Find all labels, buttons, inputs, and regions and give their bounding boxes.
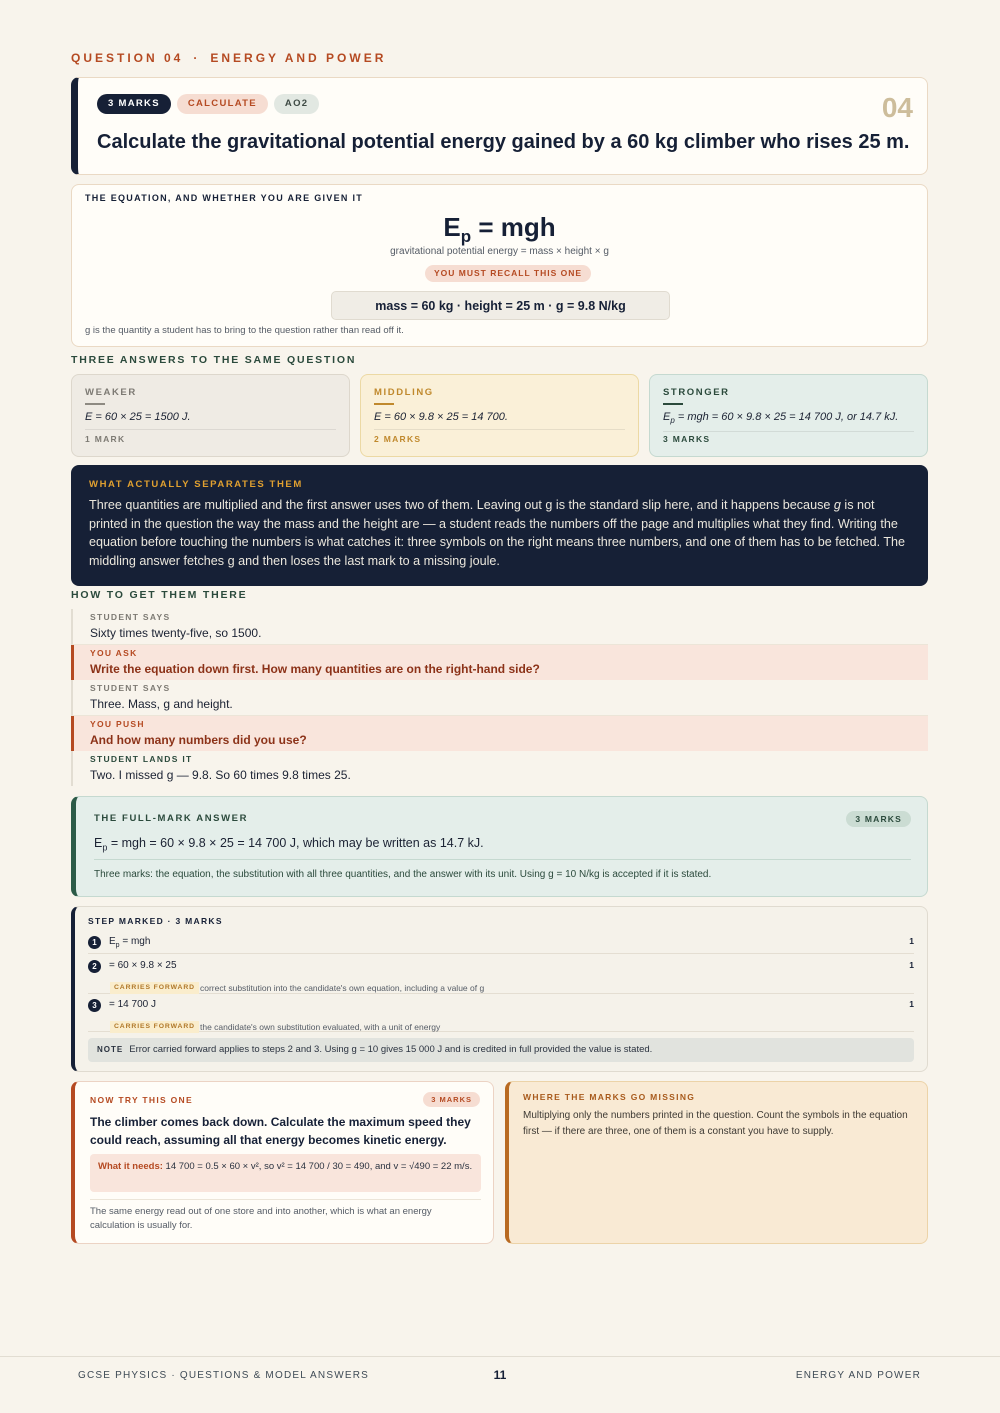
answers-section-label: THREE ANSWERS TO THE SAME QUESTION — [71, 354, 357, 366]
turn-label: STUDENT SAYS — [90, 612, 171, 622]
given-values: mass = 60 kg · height = 25 m · g = 9.8 N/kg — [331, 291, 670, 320]
question-text: Calculate the gravitational potential energy gained by a 60 kg climber who rises 25 m. — [97, 131, 910, 153]
try-this-label: NOW TRY THIS ONE — [90, 1095, 193, 1105]
equation-label: THE EQUATION, AND WHETHER YOU ARE GIVEN IT — [85, 193, 364, 203]
dialogue-turn-student — [71, 609, 928, 645]
step-text: = 60 × 9.8 × 25 — [109, 960, 177, 971]
needs-text: 14 700 = 0.5 × 60 × v², so v² = 14 700 / 30 = 490, and v = √490 = 22 m/s. — [162, 1161, 473, 1172]
weaker-marks: 1 MARK — [85, 434, 126, 444]
question-chips — [97, 94, 319, 114]
middling-marks: 2 MARKS — [374, 434, 422, 444]
dialogue — [71, 609, 928, 786]
step-mark: 1 — [909, 936, 914, 946]
step-symbol: E — [109, 936, 116, 947]
step-marked-note — [88, 1038, 914, 1062]
try-this-badge: 3 MARKS — [423, 1092, 480, 1107]
full-mark-label: THE FULL-MARK ANSWER — [94, 813, 249, 824]
separates-label: WHAT ACTUALLY SEPARATES THEM — [89, 479, 303, 490]
try-this-needs — [90, 1154, 481, 1192]
full-mark-answer — [94, 836, 484, 853]
dialogue-turn-student — [71, 680, 928, 716]
dialogue-turn-teacher — [71, 645, 928, 680]
turn-text: Sixty times twenty-five, so 1500. — [90, 626, 262, 640]
question-kicker — [71, 51, 386, 65]
stronger-text — [663, 411, 914, 432]
turn-text: Write the equation down first. How many quantities are on the right-hand side? — [90, 662, 540, 676]
full-mark-divider — [94, 859, 911, 860]
stronger-text-rest: = mgh = 60 × 9.8 × 25 = 14 700 J, or 14.7 kJ. — [674, 411, 899, 423]
footer-book-title: GCSE PHYSICS · QUESTIONS & MODEL ANSWERS — [78, 1370, 370, 1381]
marks-chip: 3 MARKS — [97, 94, 171, 114]
step-text — [109, 936, 150, 949]
try-this-divider — [90, 1199, 481, 1200]
full-mark-symbol: E — [94, 836, 103, 850]
stronger-rule — [663, 403, 683, 405]
stronger-answer-card — [649, 374, 928, 457]
turn-text: And how many numbers did you use? — [90, 733, 307, 747]
middling-rule — [374, 403, 394, 405]
dialogue-turn-teacher — [71, 716, 928, 751]
footer-section: ENERGY AND POWER — [795, 1370, 921, 1381]
step-marked-label: STEP MARKED · 3 MARKS — [88, 916, 223, 926]
full-mark-subscript: p — [102, 842, 108, 853]
question-number: 04 — [881, 92, 913, 123]
recall-badge: YOU MUST RECALL THIS ONE — [425, 265, 591, 282]
note-label: NOTE — [97, 1045, 124, 1054]
weaker-answer-card — [71, 374, 350, 457]
stronger-label: STRONGER — [663, 387, 730, 398]
separates-text-part-b: is not printed in the question the way the mass and the height are — a student reads the numbers off the page and multiplies what they find. Writing the equation before touching the numbers is what catches it: three symbols on the right means three numbers, and one of them has to be fetched. The middling answer fetches g and then loses the last mark to a missing joule. — [89, 498, 906, 569]
equation-note: g is the quantity a student has to bring to the question rather than read off it. — [85, 325, 404, 336]
step-rest: = mgh — [119, 936, 151, 947]
topic-label: ENERGY AND POWER — [210, 51, 387, 65]
equation-lhs: E — [443, 212, 461, 242]
separates-text-emphasis: g — [833, 498, 841, 512]
stronger-text-symbol: E — [663, 411, 671, 423]
page-footer — [0, 1356, 1000, 1413]
try-this-footnote: The same energy read out of one store and into another, which is what an energy calculation is usually for. — [90, 1206, 432, 1231]
middling-label: MIDDLING — [374, 387, 434, 398]
assessment-objective-chip: AO2 — [274, 94, 319, 114]
equation-formula — [72, 212, 927, 247]
step-text: = 14 700 J — [109, 999, 156, 1010]
turn-label: STUDENT LANDS IT — [90, 754, 193, 764]
try-this-card — [71, 1081, 494, 1244]
question-card — [71, 77, 928, 175]
equation-card — [71, 184, 928, 347]
separates-card — [71, 465, 928, 586]
step-subscript: p — [115, 942, 120, 949]
step-mark: 1 — [909, 960, 914, 970]
full-mark-badge: 3 MARKS — [846, 811, 911, 827]
try-this-question: The climber comes back down. Calculate the maximum speed they could reach, assuming all that energy becomes kinetic energy. — [90, 1115, 471, 1147]
kicker-separator: · — [193, 51, 201, 65]
step-number: 3 — [88, 999, 101, 1012]
weaker-rule — [85, 403, 105, 405]
turn-label: STUDENT SAYS — [90, 683, 171, 693]
dialogue-turn-student-lands — [71, 751, 928, 786]
turn-label: YOU ASK — [90, 648, 138, 658]
step-number: 1 — [88, 936, 101, 949]
step-number: 2 — [88, 960, 101, 973]
page-number: 11 — [493, 1368, 507, 1382]
step-row — [88, 936, 914, 954]
needs-label: What it needs: — [98, 1161, 163, 1172]
note-text: Error carried forward applies to steps 2 and 3. Using g = 10 gives 15 000 J and is credited in full provided the value is stated. — [129, 1044, 653, 1055]
command-word-chip: CALCULATE — [177, 94, 268, 114]
dialogue-section-label: HOW TO GET THEM THERE — [71, 589, 248, 601]
full-mark-note: Three marks: the equation, the substitution with all three quantities, and the answer with its unit. Using g = 10 N/kg is accepted if it is stated. — [94, 869, 712, 880]
step-marked-card — [71, 906, 928, 1072]
carries-forward-note: the candidate's own substitution evaluated, with a unit of energy — [200, 1022, 441, 1032]
separates-text — [89, 496, 914, 571]
separates-text-part-a: Three quantities are multiplied and the first answer uses two of them. Leaving out g is the standard slip here, and it happens because — [89, 498, 834, 512]
middling-text: E = 60 × 9.8 × 25 = 14 700. — [374, 411, 625, 430]
marks-missing-label: WHERE THE MARKS GO MISSING — [523, 1092, 696, 1102]
middling-answer-card — [360, 374, 639, 457]
equation-rhs: = mgh — [471, 212, 556, 242]
turn-text: Three. Mass, g and height. — [90, 697, 233, 711]
stronger-marks: 3 MARKS — [663, 434, 711, 444]
step-row — [88, 999, 914, 1032]
stronger-text-subscript: p — [670, 416, 675, 426]
step-mark: 1 — [909, 999, 914, 1009]
full-mark-card — [71, 796, 928, 897]
marks-missing-card — [505, 1081, 928, 1244]
equation-words: gravitational potential energy = mass × height × g — [390, 246, 609, 257]
equation-lhs-subscript: p — [460, 227, 472, 246]
carries-forward-tag: CARRIES FORWARD — [110, 1021, 199, 1033]
marks-missing-text: Multiplying only the numbers printed in the question. Count the symbols in the equation first — if there are three, one of them is a constant you have to supply. — [523, 1110, 908, 1137]
question-label: QUESTION 04 — [71, 51, 184, 65]
turn-label: YOU PUSH — [90, 719, 145, 729]
weaker-label: WEAKER — [85, 387, 137, 398]
carries-forward-tag: CARRIES FORWARD — [110, 982, 199, 994]
full-mark-rest: = mgh = 60 × 9.8 × 25 = 14 700 J, which may be written as 14.7 kJ. — [107, 836, 484, 850]
step-row — [88, 960, 914, 994]
turn-text: Two. I missed g — 9.8. So 60 times 9.8 times 25. — [90, 768, 351, 782]
carries-forward-note: correct substitution into the candidate's own equation, including a value of g — [200, 983, 485, 993]
weaker-text: E = 60 × 25 = 1500 J. — [85, 411, 336, 430]
